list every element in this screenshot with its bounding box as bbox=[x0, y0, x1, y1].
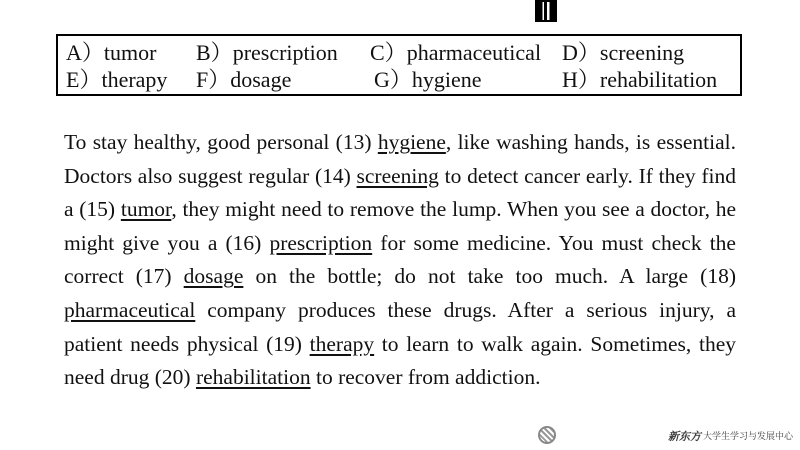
brand-logo: 新东方 bbox=[668, 431, 701, 443]
option-g: G）hygiene bbox=[374, 67, 482, 92]
option-f: F）dosage bbox=[196, 67, 292, 92]
answer-14: screening bbox=[356, 163, 439, 188]
answer-16: prescription bbox=[269, 230, 373, 255]
answer-20: rehabilitation bbox=[195, 365, 311, 390]
answer-17: dosage bbox=[183, 264, 244, 289]
mini-program-icon bbox=[538, 426, 556, 444]
option-e: E）therapy bbox=[66, 67, 168, 92]
word-bank bbox=[56, 34, 742, 96]
option-d: D）screening bbox=[562, 40, 685, 65]
answer-18: pharmaceutical bbox=[64, 297, 196, 322]
answer-19: therapy bbox=[309, 331, 375, 356]
answer-15: tumor bbox=[120, 197, 172, 222]
passage-text: To stay healthy, good personal (13) hygiene, like washing hands, is essential. Doctors also suggest regular (14) screening to detect cancer early. If they find a (15) tumor, they might need to remove the lump. When you see a doctor, he might give you a (16) prescription for some medicine. You must check the correct (17) dosage on the bottle; do not take too much. A large (18) pharmaceutical company produces these drugs. After a serious injury, a patient needs physical (19) therapy to learn to walk again. Sometimes, they need drug (20) rehabilitation to recover from addiction. bbox=[64, 130, 737, 390]
option-c: C）pharmaceutical bbox=[370, 40, 542, 65]
answer-13: hygiene bbox=[377, 130, 446, 154]
qr-code-icon bbox=[535, 0, 557, 22]
option-a: A）tumor bbox=[66, 40, 157, 65]
org-name: 大学生学习与发展中心 bbox=[703, 432, 794, 442]
option-b: B）prescription bbox=[196, 40, 338, 65]
option-h: H）rehabilitation bbox=[562, 67, 718, 92]
